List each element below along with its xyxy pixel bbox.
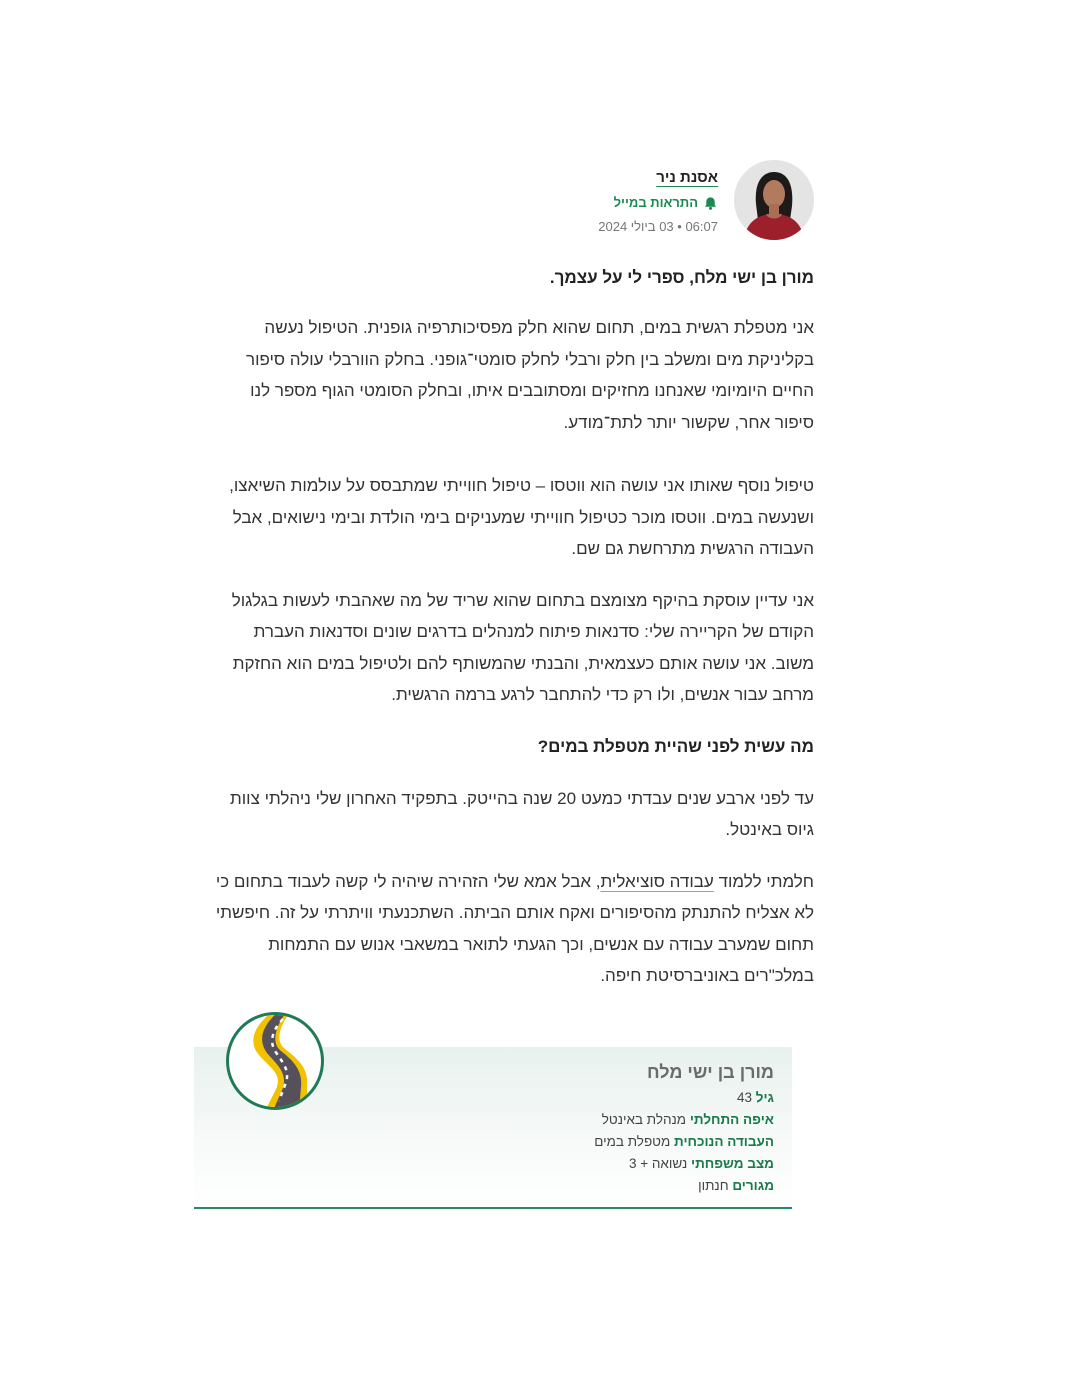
profile-card-title: מורן בן ישי מלח	[646, 1062, 774, 1082]
publish-date: 06:07 • 03 ביולי 2024	[598, 219, 718, 234]
paragraph-text: , אבל אמא שלי הזהירה שיהיה לי קשה לעבוד בתחום כי לא אצליח להתנתק מהסיפורים ואקח אותם הביתה. השתכנעתי וויתרתי על זה. חיפשתי תחום שמערב עבודה עם אנשים, וכך הגעתי לתואר במשאבי אנוש עם התמחות במלכ"רים באוניברסיטת חיפה.	[215, 871, 814, 985]
bell-icon	[703, 196, 718, 211]
paragraph	[210, 866, 814, 992]
profile-value: נשואה + 3	[628, 1156, 688, 1171]
paragraph: אני עדיין עוסקת בהיקף מצומצם בתחום שהוא שריד של מה שאהבתי לעשות בגלגול הקודם של הקריירה שלי: סדנאות פיתוח למנהלים בדרגים שונים וסדנאות העברת משוב. אני עושה אותם כעצמאית, והבנתי שהמשותף להם ולטיפול במים הוא החזקת מרחב עבור אנשים, ולו רק כדי להתחבר לרגע ברמה הרגשית.	[231, 590, 814, 704]
email-alerts-label: התראות במייל	[613, 195, 698, 210]
profile-card	[194, 1047, 792, 1209]
author-name-link[interactable]: אסנת ניר	[656, 169, 718, 186]
profile-value: מנהלת באינטל	[601, 1112, 687, 1127]
paragraph: אני מטפלת רגשית במים, תחום שהוא חלק מפסיכותרפיה גופנית. הטיפול נעשה בקליניקת מים ומשלב בין חלק ורבלי לחלק סומטי־גופני. בחלק הוורבלי עולה סיפור החיים היומיומי שאנחנו מחזיקים ומסתובבים איתו, ובחלק הסומטי הגוף מספר לנו סיפור אחר, שקשור יותר לתת־מודע.	[245, 318, 814, 432]
interview-question: מה עשית לפני שהיית מטפלת במים?	[537, 736, 814, 756]
profile-row-family	[594, 1153, 774, 1175]
profile-value: מטפלת במים	[594, 1134, 671, 1149]
paragraph: טיפול נוסף שאותו אני עושה הוא ווטסו – טיפול חווייתי שמתבסס על עולמות השיאצו, ושנעשה במים. ווטסו מוכר כטיפול חווייתי שמעניקים בימי הולדת ובימי נישואים, אבל העבודה הרגשית מתרחשת גם שם.	[229, 476, 814, 558]
paragraph: עד לפני ארבע שנים עבדתי כמעט 20 שנה בהייטק. בתפקיד האחרון שלי ניהלתי צוות גיוס באינטל.	[230, 788, 814, 839]
profile-row-age	[594, 1087, 774, 1109]
profile-row-residence	[594, 1175, 774, 1197]
profile-key: מצב משפחתי	[691, 1156, 774, 1171]
social-work-link[interactable]: עבודה סוציאלית	[600, 871, 714, 891]
profile-value: 43	[736, 1090, 752, 1105]
author-info	[598, 160, 718, 236]
profile-card-info	[594, 1059, 774, 1197]
interview-question: מורן בן ישי מלח, ספרי לי על עצמך.	[549, 268, 814, 287]
profile-row-start	[594, 1109, 774, 1131]
paragraph-text: חלמתי ללמוד	[713, 871, 814, 891]
profile-key: גיל	[755, 1090, 774, 1105]
author-header	[598, 160, 814, 240]
profile-key: מגורים	[732, 1178, 774, 1193]
author-avatar[interactable]	[734, 160, 814, 240]
profile-row-current-job	[594, 1131, 774, 1153]
email-alerts-button[interactable]	[614, 194, 718, 212]
profile-value: חנתון	[698, 1178, 729, 1193]
article-body	[210, 264, 814, 992]
profile-key: איפה התחלתי	[689, 1112, 774, 1127]
profile-key: העבודה הנוכחית	[674, 1134, 774, 1149]
winding-road-icon	[226, 1012, 324, 1110]
author-photo-icon	[734, 160, 814, 240]
